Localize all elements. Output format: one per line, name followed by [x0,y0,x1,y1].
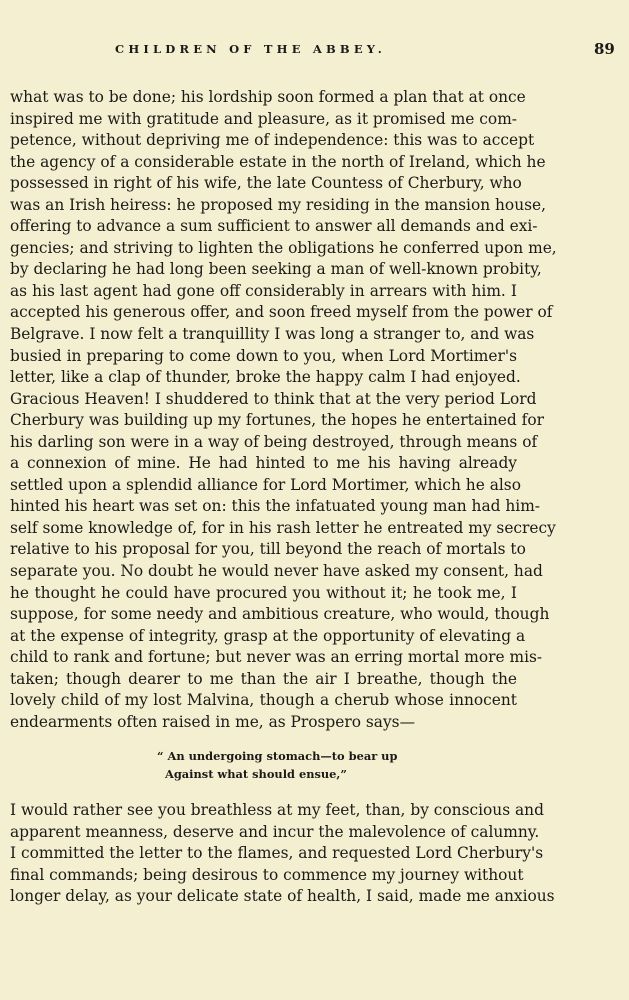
text-line: suppose, for some needy and ambitious creature, who would, though [10,605,550,624]
text-line: longer delay, as your delicate state of health, I said, made me anxious [10,887,555,906]
text-line: inspired me with gratitude and pleasure, as it promised me com- [10,109,517,128]
running-head: CHILDREN OF THE ABBEY. [115,42,386,56]
text-line: he thought he could have procured you without it; he took me, I [10,583,517,602]
text-line: I committed the letter to the flames, and requested Lord Cherbury's [10,844,544,863]
text-line: letter, like a clap of thunder, broke the happy calm I had enjoyed. [10,368,521,387]
text-line: what was to be done; his lordship soon formed a plan that at once [10,88,526,106]
continuation-paragraph [10,800,555,908]
text-line: was an Irish heiress: he proposed my residing in the mansion house, [10,195,547,214]
text-line: by declaring he had long been seeking a man of well-known probity, [10,260,542,279]
text-line: his darling son were in a way of being destroyed, through means of [10,432,538,451]
text-line: gencies; and striving to lighten the obligations he conferred upon me, [10,238,557,257]
text-line: accepted his generous offer, and soon freed myself from the power of [10,303,553,322]
text-line: at the expense of integrity, grasp at the opportunity of elevating a [10,626,526,645]
text-line: Belgrave. I now felt a tranquillity I was long a stranger to, and was [10,325,535,344]
text-line: a connexion of mine. He had hinted to me his having already [10,454,517,473]
text-line: Cherbury was building up my fortunes, the hopes he entertained for [10,411,544,430]
block-quote [157,747,397,783]
text-line: petence, without depriving me of independence: this was to accept [10,131,535,150]
text-line: taken; though dearer to me than the air I breathe, though the [10,669,517,688]
main-paragraph [10,87,557,733]
page-number: 89 [594,40,615,58]
text-line: final commands; being desirous to commence my journey without [10,865,524,884]
text-line: self some knowledge of, for in his rash letter he entreated my secrecy [10,518,556,537]
text-line: offering to advance a sum sufficient to answer all demands and exi- [10,217,538,236]
text-line: as his last agent had gone off considerably in arrears with him. I [10,281,517,300]
text-line: hinted his heart was set on: this the infatuated young man had him- [10,497,541,516]
text-line: relative to his proposal for you, till beyond the reach of mortals to [10,540,526,559]
text-line: apparent meanness, deserve and incur the malevolence of calumny. [10,822,540,841]
text-line: busied in preparing to come down to you, when Lord Mortimer's [10,346,517,365]
text-line: child to rank and fortune; but never was an erring mortal more mis- [10,648,543,667]
text-line: I would rather see you breathless at my feet, than, by conscious and [10,801,544,819]
text-line: possessed in right of his wife, the late Countess of Cherbury, who [10,174,522,193]
quote-line: Against what should ensue,” [165,767,347,781]
text-line: the agency of a considerable estate in the north of Ireland, which he [10,152,546,171]
text-line: endearments often raised in me, as Prospero says— [10,712,415,731]
text-line: settled upon a splendid alliance for Lord Mortimer, which he also [10,475,521,494]
text-line: lovely child of my lost Malvina, though a cherub whose innocent [10,691,517,710]
quote-line: “ An undergoing stomach—to bear up [157,749,398,763]
text-line: Gracious Heaven! I shuddered to think that at the very period Lord [10,389,537,408]
text-line: separate you. No doubt he would never have asked my consent, had [10,562,543,581]
